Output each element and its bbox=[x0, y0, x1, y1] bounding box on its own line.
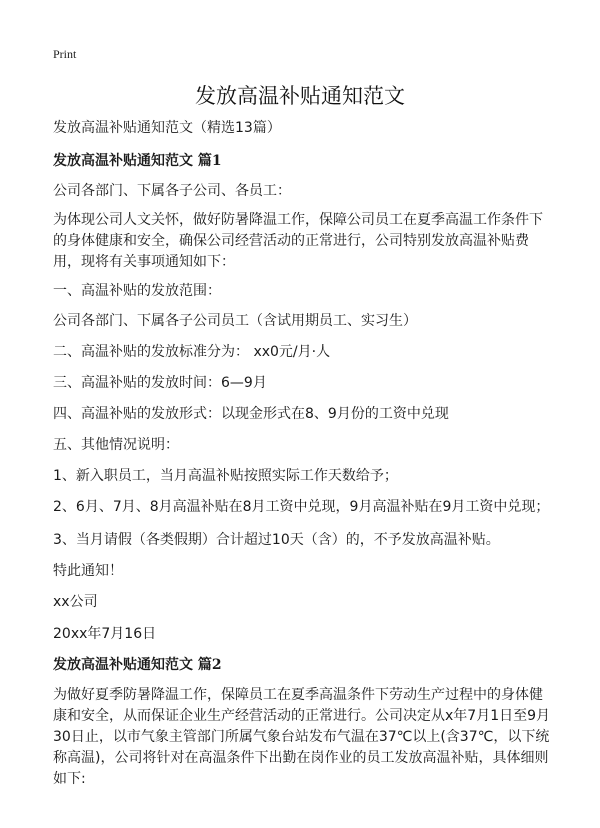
paragraph: 为做好夏季防暑降温工作，保障员工在夏季高温条件下劳动生产过程中的身体健康和安全，从而保证企业生产经营活动的正常进行。公司决定从x年7月1日至9月30日止，以市气象主管部门所属气象台站发布气温在37℃以上(含37℃，以下统称高温)，公司将针对在高温条件下出勤在岗作业的员工发放高温补贴，具体细则如下: bbox=[53, 687, 551, 787]
paragraph: 二、高温补贴的发放标准分为： xx0元/月·人 bbox=[53, 344, 331, 360]
section-heading-2: 发放高温补贴通知范文 篇2 bbox=[53, 657, 222, 673]
signature-company: xx公司 bbox=[53, 594, 98, 610]
paragraph: 1、新入职员工，当月高温补贴按照实际工作天数给予； bbox=[53, 468, 398, 484]
paragraph: 公司各部门、下属各子公司员工（含试用期员工、实习生） bbox=[53, 313, 417, 329]
paragraph: 三、高温补贴的发放时间：6—9月 bbox=[53, 375, 267, 391]
paragraph: 四、高温补贴的发放形式：以现金形式在8、9月份的工资中兑现 bbox=[53, 406, 449, 422]
document-title: 发放高温补贴通知范文 bbox=[195, 84, 405, 108]
document-subtitle: 发放高温补贴通知范文（精选13篇） bbox=[53, 120, 281, 136]
signature-date: 20xx年7月16日 bbox=[53, 626, 157, 642]
paragraph: 特此通知！ bbox=[53, 563, 123, 579]
paragraph: 公司各部门、下属各子公司、各员工： bbox=[53, 183, 291, 199]
paragraph: 五、其他情况说明： bbox=[53, 437, 179, 453]
print-label[interactable]: Print bbox=[53, 47, 77, 61]
paragraph: 2、6月、7月、8月高温补贴在8月工资中兑现，9月高温补贴在9月工资中兑现； bbox=[53, 499, 550, 515]
paragraph: 为体现公司人文关怀，做好防暑降温工作，保障公司员工在夏季高温工作条件下的身体健康和安全，确保公司经营活动的正常进行，公司特别发放高温补贴费用，现将有关事项通知如下： bbox=[53, 212, 543, 270]
paragraph: 3、当月请假（各类假期）合计超过10天（含）的，不予发放高温补贴。 bbox=[53, 532, 500, 548]
section-heading-1: 发放高温补贴通知范文 篇1 bbox=[53, 153, 222, 169]
paragraph: 一、高温补贴的发放范围： bbox=[53, 283, 221, 299]
